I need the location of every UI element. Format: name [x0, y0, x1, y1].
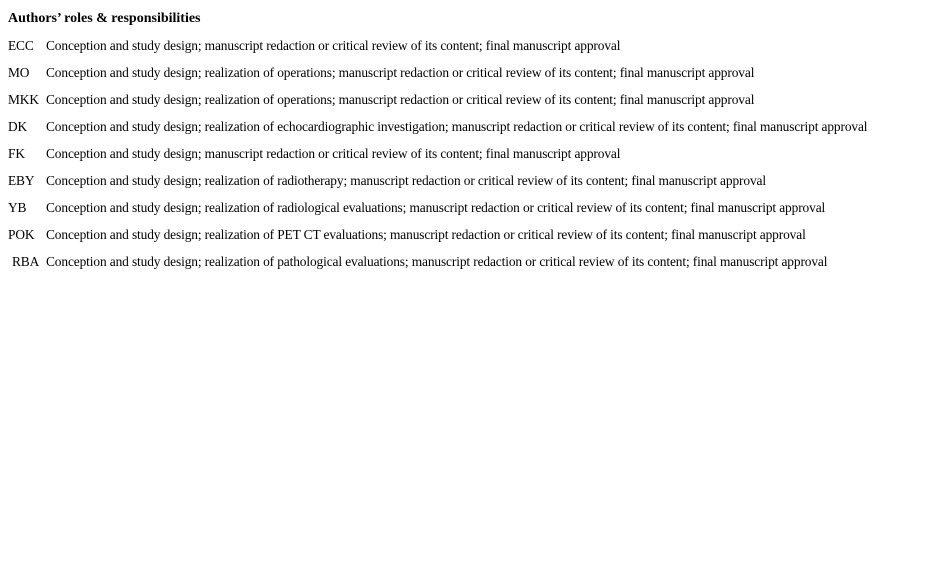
author-responsibilities: Conception and study design; manuscript redaction or critical review of its content; final manuscript approval [46, 146, 621, 161]
author-responsibilities: Conception and study design; realization of PET CT evaluations; manuscript redaction or critical review of its content; final manuscript approval [46, 227, 806, 242]
authors-roles-section [8, 10, 936, 280]
author-code: MO [8, 65, 30, 80]
author-code: MKK [8, 92, 39, 107]
author-responsibilities: Conception and study design; realization of pathological evaluations; manuscript redaction or critical review of its content; final manuscript approval [46, 254, 828, 269]
author-responsibilities: Conception and study design; realization of echocardiographic investigation; manuscript redaction or critical review of its content; final manuscript approval [46, 119, 868, 134]
table-row [8, 37, 867, 64]
table-row [8, 253, 867, 280]
author-code: DK [8, 119, 28, 134]
author-code: ECC [8, 38, 34, 53]
section-title: Authors’ roles & responsibilities [8, 11, 201, 26]
author-code: YB [8, 200, 27, 215]
author-code: POK [8, 227, 35, 242]
table-row [8, 172, 867, 199]
table-row [8, 145, 867, 172]
author-code: FK [8, 146, 25, 161]
roles-table [8, 37, 867, 280]
author-responsibilities: Conception and study design; realization of operations; manuscript redaction or critical review of its content; final manuscript approval [46, 92, 755, 107]
author-code: RBA [12, 254, 40, 269]
author-responsibilities: Conception and study design; realization of radiological evaluations; manuscript redaction or critical review of its content; final manuscript approval [46, 200, 826, 215]
author-responsibilities: Conception and study design; manuscript redaction or critical review of its content; final manuscript approval [46, 38, 621, 53]
table-row [8, 64, 867, 91]
table-row [8, 226, 867, 253]
table-row [8, 91, 867, 118]
author-responsibilities: Conception and study design; realization of operations; manuscript redaction or critical review of its content; final manuscript approval [46, 65, 755, 80]
author-responsibilities: Conception and study design; realization of radiotherapy; manuscript redaction or critical review of its content; final manuscript approval [46, 173, 766, 188]
table-row [8, 118, 867, 145]
author-code: EBY [8, 173, 35, 188]
table-row [8, 199, 867, 226]
